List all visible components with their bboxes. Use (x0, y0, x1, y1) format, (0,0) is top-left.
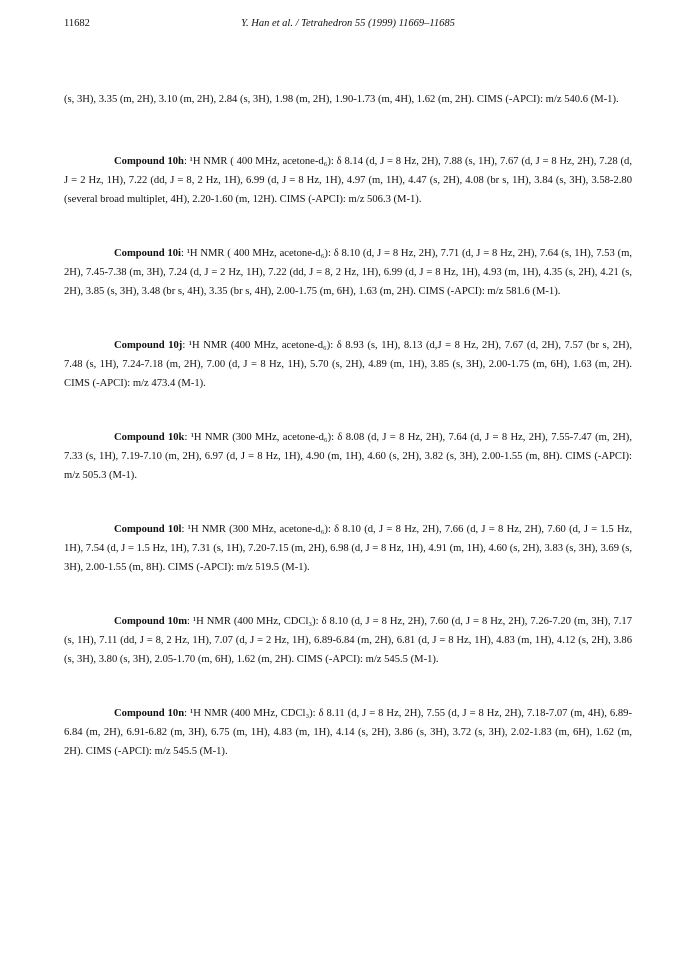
compound-label: Compound 10l (114, 524, 182, 535)
running-head: Y. Han et al. / Tetrahedron 55 (1999) 11669–11685 (241, 18, 455, 29)
paragraph-text: : ¹H NMR ( 400 MHz, acetone-d₆): δ 8.10 (d, J = 8 Hz, 2H), 7.71 (d, J = 8 Hz, 2H), 7.64 (s, 1H), 7.53 (m, 2H), 7.45-7.38 (m, 3H), 7.24 (d, J = 2 Hz, 1H), 7.22 (dd, J = 8, 2 Hz, 1H), 6.99 (d, J = 8 Hz, 1H), 4.93 (m, 1H), 4.35 (s, 2H), 4.21 (s, 2H), 3.85 (s, 3H), 3.48 (br s, 4H), 3.35 (br s, 4H), 2.00-1.75 (m, 6H), 1.63 (m, 2H). CIMS (-APCI): m/z 581.6 (M-1). (64, 248, 632, 297)
paragraph-text: : ¹H NMR (400 MHz, CDCl₃): δ 8.10 (d, J = 8 Hz, 2H), 7.60 (d, J = 8 Hz, 2H), 7.26-7.20 (m, 3H), 7.17 (s, 1H), 7.11 (dd, J = 8, 2 Hz, 1H), 7.07 (d, J = 2 Hz, 1H), 6.89-6.84 (m, 2H), 6.81 (d, J = 8 Hz, 1H), 4.83 (m, 1H), 4.12 (s, 2H), 3.86 (s, 3H), 3.80 (s, 3H), 2.05-1.70 (m, 6H), 1.62 (m, 2H). CIMS (-APCI): m/z 545.5 (M-1). (64, 616, 633, 665)
paragraph-text: (s, 3H), 3.35 (m, 2H), 3.10 (m, 2H), 2.84 (s, 3H), 1.98 (m, 2H), 1.90-1.73 (m, 4H), 1.62 (m, 2H). CIMS (-APCI): m/z 540.6 (M-1). (64, 94, 619, 105)
paragraph-compound-10j (64, 336, 632, 393)
paragraph-text: : ¹H NMR ( 400 MHz, acetone-d₆): δ 8.14 (d, J = 8 Hz, 2H), 7.88 (s, 1H), 7.67 (d, J = 8 Hz, 2H), 7.28 (d, J = 2 Hz, 1H), 7.22 (dd, J = 8, 2 Hz, 1H), 6.99 (d, J = 8 Hz, 1H), 4.97 (m, 1H), 4.47 (s, 2H), 4.08 (br s, 1H), 3.84 (s, 3H), 3.58-2.80 (several broad multiplet, 4H), 2.20-1.60 (m, 12H). CIMS (-APCI): m/z 506.3 (M-1). (64, 156, 632, 205)
compound-label: Compound 10j (114, 340, 183, 351)
paragraph-text: : ¹H NMR (400 MHz, acetone-d₆): δ 8.93 (s, 1H), 8.13 (d,J = 8 Hz, 2H), 7.67 (d, 2H), 7.57 (br s, 2H), 7.48 (s, 1H), 7.24-7.18 (m, 2H), 7.00 (d, J = 8 Hz, 1H), 5.70 (s, 2H), 4.89 (m, 1H), 3.85 (s, 3H), 2.00-1.75 (m, 6H), 1.63 (m, 2H). CIMS (-APCI): m/z 473.4 (M-1). (64, 340, 632, 389)
compound-label: Compound 10n (114, 708, 185, 719)
page-header (64, 18, 632, 34)
paragraph-compound-10h (64, 152, 632, 209)
paragraph-text: : ¹H NMR (400 MHz, CDCl₃): δ 8.11 (d, J = 8 Hz, 2H), 7.55 (d, J = 8 Hz, 2H), 7.18-7.07 (m, 4H), 6.89-6.84 (m, 2H), 6.91-6.82 (m, 3H), 6.75 (m, 1H), 4.83 (m, 1H), 4.14 (s, 2H), 3.86 (s, 3H), 3.72 (s, 3H), 2.02-1.83 (m, 6H), 1.62 (m, 2H). CIMS (-APCI): m/z 545.5 (M-1). (64, 708, 632, 757)
page-number: 11682 (64, 18, 90, 29)
paragraph-compound-10i (64, 244, 632, 301)
body-text (64, 90, 632, 796)
compound-label: Compound 10h (114, 156, 184, 167)
compound-label: Compound 10m (114, 616, 188, 627)
compound-label: Compound 10k (114, 432, 185, 443)
paragraph-text: : ¹H NMR (300 MHz, acetone-d₆): δ 8.08 (d, J = 8 Hz, 2H), 7.64 (d, J = 8 Hz, 2H), 7.55-7.47 (m, 2H), 7.33 (s, 1H), 7.19-7.10 (m, 2H), 6.97 (d, J = 8 Hz, 1H), 4.90 (m, 1H), 4.60 (s, 2H), 3.82 (s, 3H), 2.00-1.55 (m, 8H). CIMS (-APCI): m/z 505.3 (M-1). (64, 432, 632, 481)
paragraph-compound-10l (64, 520, 632, 577)
paragraph-text: : ¹H NMR (300 MHz, acetone-d₆): δ 8.10 (d, J = 8 Hz, 2H), 7.66 (d, J = 8 Hz, 2H), 7.60 (d, J = 1.5 Hz, 1H), 7.54 (d, J = 1.5 Hz, 1H), 7.31 (s, 1H), 7.20-7.15 (m, 2H), 6.98 (d, J = 8 Hz, 1H), 4.91 (m, 1H), 4.60 (s, 2H), 3.83 (s, 3H), 3.69 (s, 3H), 2.00-1.55 (m, 8H). CIMS (-APCI): m/z 519.5 (M-1). (64, 524, 633, 573)
paragraph-continued (64, 90, 632, 109)
paragraph-compound-10m (64, 612, 632, 669)
paragraph-compound-10k (64, 428, 632, 485)
paragraph-compound-10n (64, 704, 632, 761)
compound-label: Compound 10i (114, 248, 181, 259)
